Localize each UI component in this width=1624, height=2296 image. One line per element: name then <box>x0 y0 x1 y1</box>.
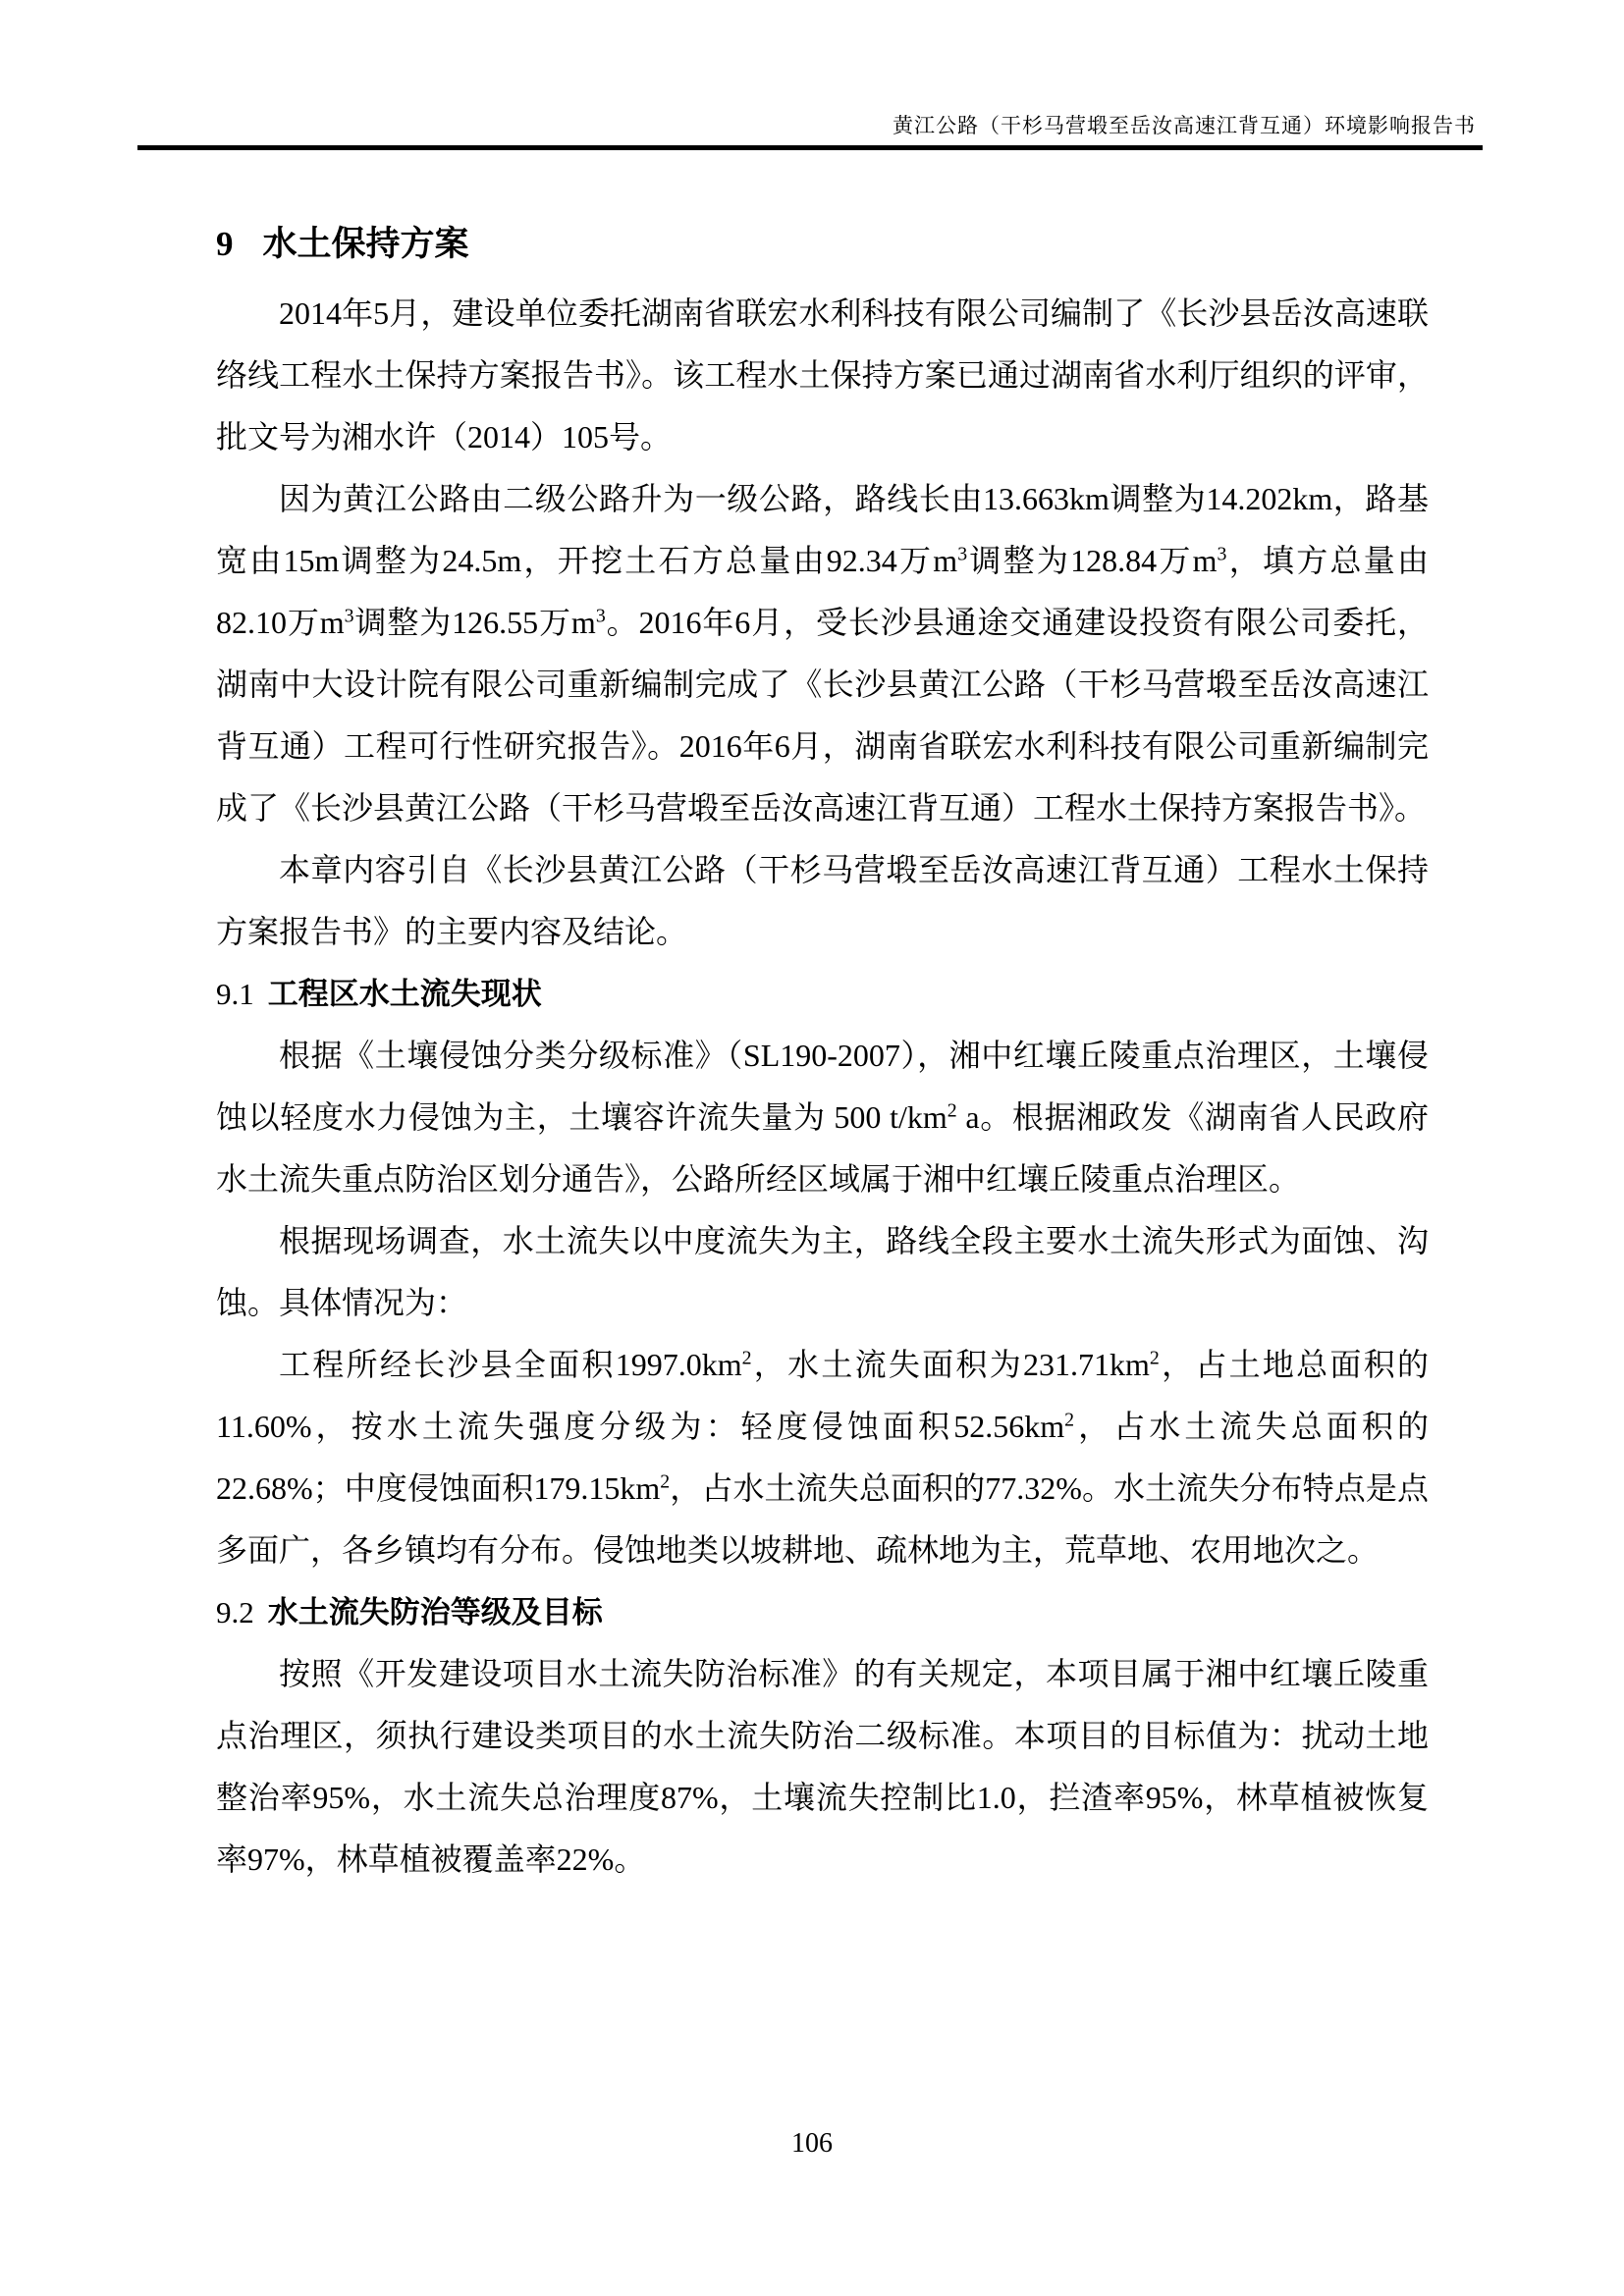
document-body <box>216 212 1429 1891</box>
paragraph-text: ，水土流失面积为231.71km <box>751 1347 1150 1382</box>
superscript-text: 3 <box>1217 543 1227 565</box>
paragraph <box>216 283 1429 468</box>
paragraph-text: ，填方总量由82.10万m <box>216 543 1429 640</box>
superscript-text: 2 <box>947 1099 957 1122</box>
superscript-text: 2 <box>1149 1347 1160 1369</box>
section-title: 水土流失防治等级及目标 <box>267 1595 603 1629</box>
paragraph <box>216 1025 1429 1210</box>
paragraph-text: ，占土地总面积的11.60%，按水土流失强度分级为：轻度侵蚀面积52.56km <box>216 1347 1429 1444</box>
paragraph <box>216 1210 1429 1334</box>
superscript-text: 2 <box>1064 1409 1075 1431</box>
section-number: 9 <box>216 225 234 263</box>
paragraph-text: 根据《土壤侵蚀分类分级标准》（SL190-2007），湘中红壤丘陵重点治理区，土壤侵蚀以轻度水力侵蚀为主，土壤容许流失量为 500 t/km <box>216 1038 1429 1135</box>
paragraph <box>216 1643 1429 1891</box>
paragraph-text: 2014年5月，建设单位委托湖南省联宏水利科技有限公司编制了《长沙县岳汝高速联络线工程水土保持方案报告书》。该工程水土保持方案已通过湖南省水利厅组织的评审，批文号为湘水许（2014）105号。 <box>216 295 1429 454</box>
superscript-text: 2 <box>741 1347 752 1369</box>
page-number: 106 <box>791 2128 833 2159</box>
section-number: 9.1 <box>216 977 254 1011</box>
paragraph <box>216 839 1429 963</box>
paragraph-text: 按照《开发建设项目水土流失防治标准》的有关规定，本项目属于湘中红壤丘陵重点治理区，须执行建设类项目的水土流失防治二级标准。本项目的目标值为：扰动土地整治率95%，水土流失总治理度87%，土壤流失控制比1.0，拦渣率95%，林草植被恢复率97%，林草植被覆盖率22%。 <box>216 1656 1429 1877</box>
page-header-title: 黄江公路（干杉马营塅至岳汝高速江背互通）环境影响报告书 <box>893 114 1476 137</box>
header-rule <box>137 145 1483 150</box>
paragraph <box>216 1334 1429 1581</box>
superscript-text: 3 <box>344 605 354 627</box>
paragraph-text: 根据现场调查，水土流失以中度流失为主，路线全段主要水土流失形式为面蚀、沟蚀。具体情况为： <box>216 1223 1429 1320</box>
paragraph-text: 。2016年6月，受长沙县通途交通建设投资有限公司委托，湖南中大设计院有限公司重新编制完成了《长沙县黄江公路（干杉马营塅至岳汝高速江背互通）工程可行性研究报告》。2016年6月，湖南省联宏水利科技有限公司重新编制完成了《长沙县黄江公路（干杉马营塅至岳汝高速江背互通）工程水土保持方案报告书》。 <box>216 605 1429 826</box>
section-heading-9 <box>216 212 1429 277</box>
section-title: 水土保持方案 <box>262 225 469 263</box>
paragraph-text: 因为黄江公路由二级公路升为一级公路，路线长由13.663km调整为14.202km，路基宽由15m调整为24.5m，开挖土石方总量由92.34万m <box>216 481 1429 578</box>
superscript-text: 3 <box>595 605 606 627</box>
paragraph-text: 工程所经长沙县全面积1997.0km <box>279 1347 742 1382</box>
superscript-text: 2 <box>660 1470 671 1493</box>
superscript-text: 3 <box>957 543 968 565</box>
paragraph-text: ，占水土流失总面积的77.32%。水土流失分布特点是点多面广，各乡镇均有分布。侵蚀地类以坡耕地、疏林地为主，荒草地、农用地次之。 <box>216 1470 1429 1568</box>
paragraph-text: ，占水土流失总面积的22.68%；中度侵蚀面积179.15km <box>216 1409 1429 1506</box>
section-title: 工程区水土流失现状 <box>267 977 542 1011</box>
paragraph-text: 本章内容引自《长沙县黄江公路（干杉马营塅至岳汝高速江背互通）工程水土保持方案报告书》的主要内容及结论。 <box>216 852 1429 949</box>
paragraph-text: 调整为128.84万m <box>967 543 1218 578</box>
paragraph <box>216 468 1429 839</box>
section-heading-9.1 <box>216 963 1429 1025</box>
paragraph-text: 调整为126.55万m <box>353 605 596 640</box>
section-heading-9.2 <box>216 1581 1429 1643</box>
section-number: 9.2 <box>216 1595 254 1629</box>
paragraph-text: a。根据湘政发《湖南省人民政府水土流失重点防治区划分通告》，公路所经区域属于湘中红壤丘陵重点治理区。 <box>216 1099 1429 1197</box>
